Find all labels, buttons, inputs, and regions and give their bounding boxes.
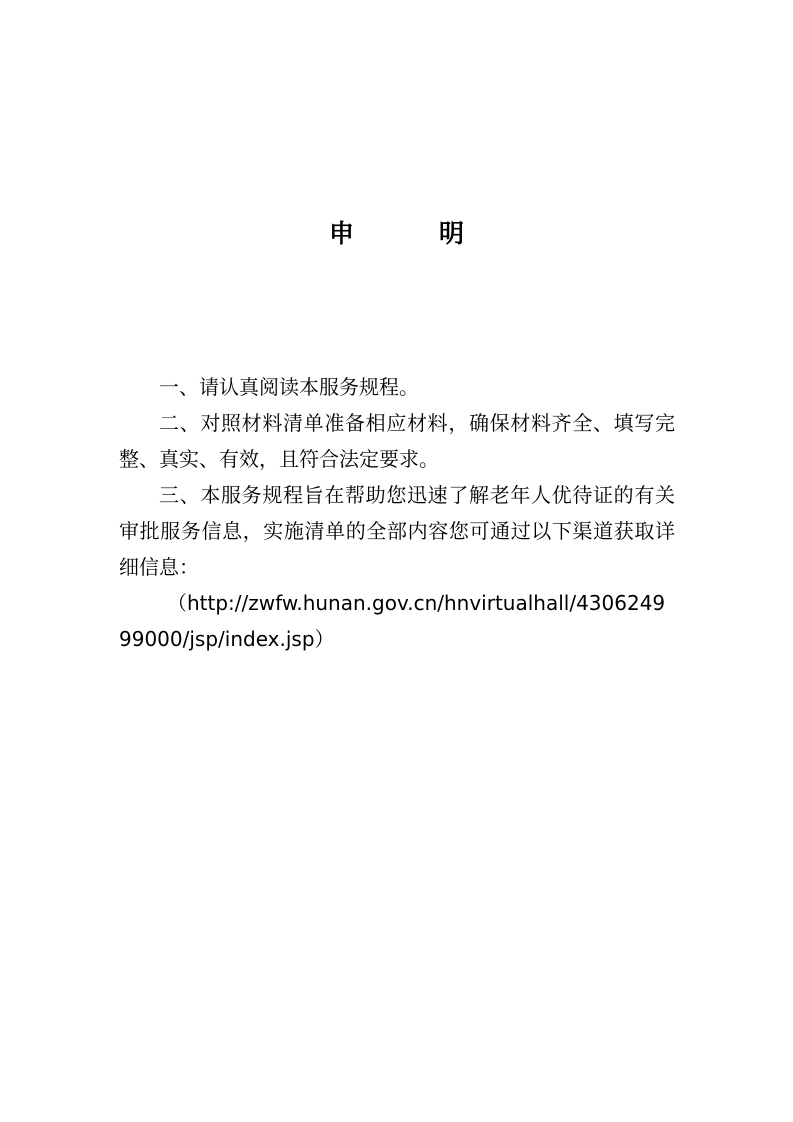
paragraph-3: 三、本服务规程旨在帮助您迅速了解老年人优待证的有关审批服务信息，实施清单的全部内容您可通过以下渠道获取详细信息： [119,483,675,579]
paragraph-2: 二、对照材料清单准备相应材料，确保材料齐全、填写完整、真实、有效，且符合法定要求。 [119,411,675,471]
page-title: 申 明 [328,219,494,248]
document-body [119,369,675,657]
paragraph-1: 一、请认真阅读本服务规程。 [159,375,419,399]
service-url: （http://zwfw.hunan.gov.cn/hnvirtualhall/430624999000/jsp/index.jsp） [119,591,666,651]
